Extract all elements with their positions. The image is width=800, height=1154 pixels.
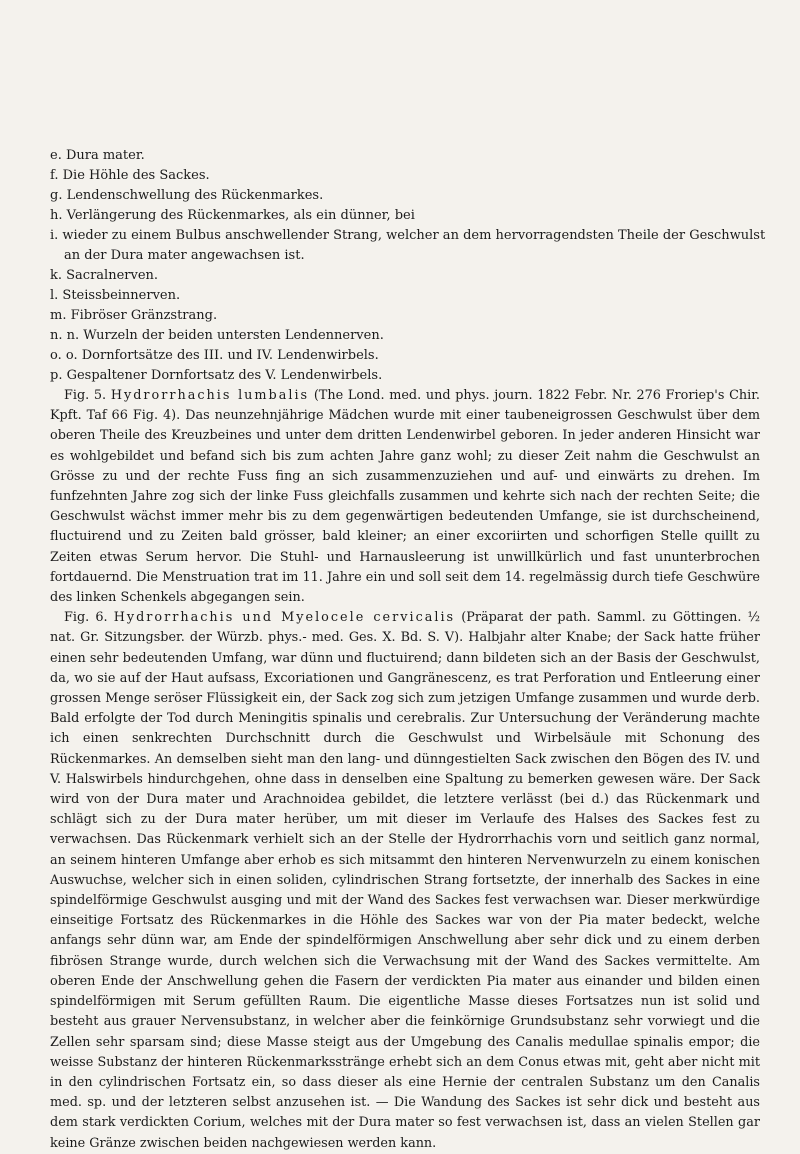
legend-item-label: i. wieder zu einem Bulbus anschwellender Strang, welcher an dem hervorragendsten Theile der Geschwulst (50, 228, 766, 243)
fig5-label: Fig. 5. (64, 388, 107, 403)
legend-item (50, 366, 760, 386)
legend-item-label: m. Fibröser Gränzstrang. (50, 308, 218, 323)
legend-item-label: p. Gespaltener Dornfortsatz des V. Lendenwirbels. (50, 368, 383, 383)
legend-item (50, 326, 760, 346)
fig5-title: Hydrorrhachis lumbalis (110, 388, 310, 403)
text-column (50, 146, 766, 1154)
legend-item (50, 166, 760, 186)
legend-item (50, 346, 760, 366)
legend-item-label: e. Dura mater. (50, 148, 145, 163)
legend-item-label: l. Steissbeinnerven. (50, 288, 181, 303)
legend-item-label: g. Lendenschwellung des Rückenmarkes. (50, 188, 324, 203)
legend-item (50, 186, 760, 206)
legend-item-label: h. Verlängerung des Rückenmarkes, als ein dünner, bei (50, 208, 415, 223)
legend-item-label: o. o. Dornfortsätze des III. und IV. Lendenwirbels. (50, 348, 379, 363)
fig6-text: (Präparat der path. Samml. zu Göttingen. ½ nat. Gr. Sitzungsber. der Würzb. phys.- med. Ges. X. Bd. S. V). Halbjahr alter Knabe; der Sack hatte früher einen sehr bedeutenden Umfang, war dünn und fluctuirend; dann bildeten sich an der Basis der Geschwulst, da, wo sie auf der Haut aufsass, Excoriationen und Gangränescenz, es trat Perforation und Entleerung einer grossen Menge seröser Flüssigkeit ein, der Sack zog sich zum jetzigen Umfange zusammen und wurde derb. Bald erfolgte der Tod durch Meningitis spinalis und cerebralis. Zur Untersuchung der Veränderung machte ich einen senkrechten Durchschnitt durch die Geschwulst und Wirbelsäule mit Schonung des Rückenmarkes. An demselben sieht man den lang- und dünngestielten Sack zwischen den Bögen des IV. und V. Halswirbels hindurchgehen, ohne dass in denselben eine Spaltung zu bemerken gewesen wäre. Der Sack wird von der Dura mater und Arachnoidea gebildet, die letztere verlässt (bei d.) das Rückenmark und schlägt sich zu der Dura mater herüber, um mit dieser im Verlaufe des Halses des Sackes fest zu verwachsen. Das Rückenmark verhielt sich an der Stelle der Hydrorrhachis vorn und seitlich ganz normal, an seinem hinteren Umfange aber erhob es sich mitsammt den hinteren Nervenwurzeln zu einem konischen Auswuchse, welcher sich in einen soliden, cylindrischen Strang fortsetzte, der innerhalb des Sackes in eine spindelförmige Geschwulst ausging und mit der Wand des Sackes fest verwachsen war. Dieser merkwürdige einseitige Fortsatz des Rückenmarkes in die Höhle des Sackes war von der Pia mater bedeckt, welche anfangs sehr dünn war, am Ende der spindelförmigen Anschwellung aber sehr dick und zu einem derben fibrösen Strange wurde, durch welchen sich die Verwachsung mit der Wand des Sackes vermittelte. Am oberen Ende der Anschwellung gehen die Fasern der verdickten Pia mater aus einander und bilden einen spindelförmigen mit Serum gefüllten Raum. Die eigentliche Masse dieses Fortsatzes nun ist solid und besteht aus grauer Nervensubstanz, in welcher aber die feinkörnige Grundsubstanz sehr vorwiegt und die Zellen sehr sparsam sind; diese Masse steigt aus der Umgebung des Canalis medullae spinalis empor; die weisse Substanz der hinteren Rückenmarksstränge erhebt sich an dem Conus etwas mit, geht aber nicht mit in den cylindrischen Fortsatz ein, so dass dieser als eine Hernie der centralen Substanz um den Canalis med. sp. und der letzteren selbst anzusehen ist. — Die Wandung des Sackes ist sehr dick und besteht aus dem stark verdickten Corium, welches mit der Dura mater so fest verwachsen ist, dass an vielen Stellen gar keine Gränze zwischen beiden nachgewiesen werden kann. (50, 610, 760, 1151)
legend-item (50, 226, 766, 266)
legend-item-label: k. Sacralnerven. (50, 268, 159, 283)
legend-item (50, 146, 760, 166)
legend-item-continuation: an der Dura mater angewachsen ist. (64, 248, 305, 263)
fig6-title: Hydrorrhachis und Myelocele cervicalis (113, 610, 456, 626)
legend-item-label: f. Die Höhle des Sackes. (50, 168, 210, 183)
legend-item (50, 206, 760, 226)
legend-item (50, 306, 760, 326)
fig5-text: (The Lond. med. und phys. journ. 1822 Febr. Nr. 276 Froriep's Chir. Kpft. Taf 66 Fig. 4). Das neunzehnjährige Mädchen wurde mit einer taubeneigrossen Geschwulst über dem oberen Theile des Kreuzbeines und unter dem dritten Lendenwirbel geboren. In jeder anderen Hinsicht war es wohlgebildet und befand sich bis zum achten Jahre ganz wohl; zu dieser Zeit nahm die Geschwulst an Grösse zu und der rechte Fuss fing an sich zusammenzuziehen und auf- und einwärts zu drehen. Im funfzehnten Jahre zog sich der linke Fuss gleichfalls zusammen und kehrte sich nach der rechten Seite; die Geschwulst wächst immer mehr bis zu dem gegenwärtigen bedeutenden Umfange, sie ist durchscheinend, fluctuirend und zu Zeiten bald grösser, bald kleiner; an einer excoriirten und schorfigen Stelle quillt zu Zeiten etwas Serum hervor. Die Stuhl- und Harnausleerung ist unwillkürlich und fast ununterbrochen fortdauernd. Die Menstruation trat im 11. Jahre ein und soll seit dem 14. regelmässig durch tiefe Geschwüre des linken Schenkels abgegangen sein. (50, 388, 760, 606)
fig6-paragraph (50, 608, 760, 1153)
fig6-label: Fig. 6. (64, 610, 108, 626)
legend-item-label: n. n. Wurzeln der beiden untersten Lendennerven. (50, 328, 384, 343)
fig5-paragraph (50, 386, 760, 608)
figure-legend-list (50, 146, 766, 386)
legend-item (50, 286, 760, 306)
legend-item (50, 266, 760, 286)
